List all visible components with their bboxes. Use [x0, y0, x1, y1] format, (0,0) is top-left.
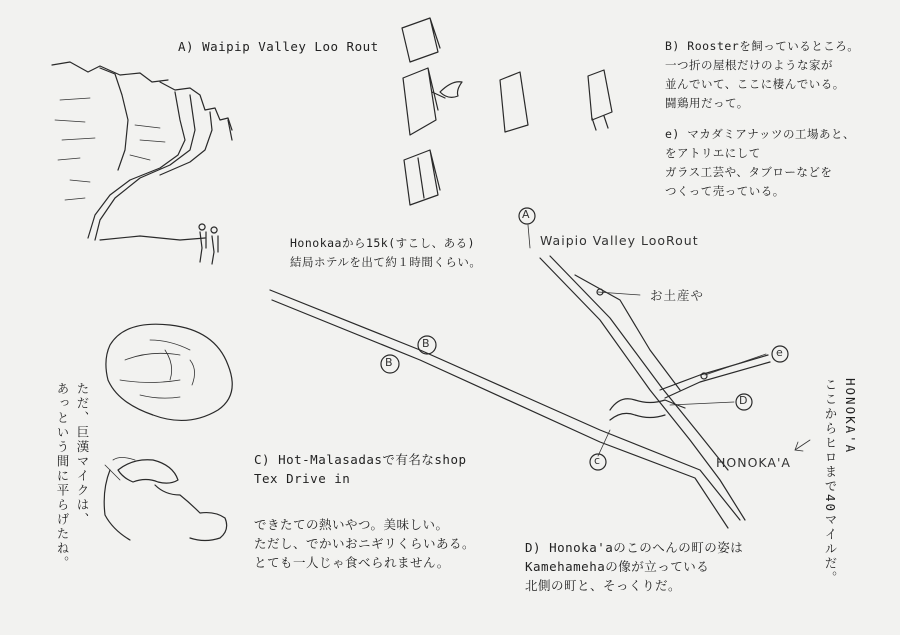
note-b-line: 闘鶏用だって。: [665, 96, 749, 110]
note-vertical-right: [820, 378, 860, 588]
vertical-right-line: ここからヒロまで40マイルだ。: [823, 378, 838, 586]
note-b-line: B) Roosterを飼っているところ。: [665, 39, 860, 53]
rooster-huts-sketch: [402, 18, 612, 205]
note-c-line: C) Hot-Malasadasで有名なshop: [254, 452, 467, 467]
distance-line: Honokaaから15k(すこし、ある): [290, 236, 476, 250]
note-d-line: D) Honoka'aのこのへんの町の姿は: [525, 540, 744, 555]
map-label-omiyage: お土産や: [650, 288, 705, 303]
note-d: [525, 538, 743, 595]
note-e-line: つくって売っている。: [665, 184, 785, 198]
valley-sketch: [52, 62, 232, 264]
note-b: [665, 37, 859, 113]
note-a-title: A) Waipip Valley Loo Rout: [178, 39, 379, 54]
note-e: [665, 125, 855, 201]
note-b-line: 一つ折の屋根だけのような家が: [665, 58, 833, 72]
map-label-e: e: [776, 346, 784, 359]
map-label-b2: B: [385, 356, 394, 369]
map-label-honokaa: HONOKA'A: [716, 455, 791, 470]
map-label-c: c: [594, 454, 602, 467]
note-c-desc-line: ただし、でかいおニギリくらいある。: [254, 536, 476, 551]
note-c-desc-line: できたての熱いやつ。美味しい。: [254, 517, 449, 532]
note-c-description: [254, 515, 475, 572]
note-honokaa-distance: [290, 234, 481, 272]
note-d-line: Kamehamehaの像が立っている: [525, 559, 710, 574]
map-label-a: A: [522, 208, 531, 221]
note-b-line: 並んでいて、ここに棲んでいる。: [665, 77, 845, 91]
distance-line: 結局ホテルを出て約１時間くらい。: [290, 255, 482, 269]
note-c: [254, 450, 467, 488]
note-e-line: ガラス工芸や、タブローなどを: [665, 165, 833, 179]
vertical-right-line: HONOKA'A: [843, 378, 858, 455]
note-e-line: e) マカダミアナッツの工場あと、: [665, 127, 856, 141]
note-d-line: 北側の町と、そっくりだ。: [525, 578, 682, 593]
note-vertical-left: [52, 382, 92, 582]
map-label-b1: B: [422, 337, 431, 350]
map-label-d: D: [739, 394, 749, 407]
note-c-line: Tex Drive in: [254, 471, 351, 486]
note-c-desc-line: とても一人じゃ食べられません。: [254, 555, 450, 570]
note-e-line: をアトリエにして: [665, 146, 761, 160]
vertical-left-line: あっという間に平らげたね。: [55, 382, 70, 571]
malasada-sketch: [106, 324, 232, 420]
vertical-left-line: ただ、巨漢マイクは、: [75, 382, 90, 527]
mike-sketch: [104, 458, 226, 541]
map-label-waipio: Waipio Valley LooRout: [540, 233, 699, 248]
